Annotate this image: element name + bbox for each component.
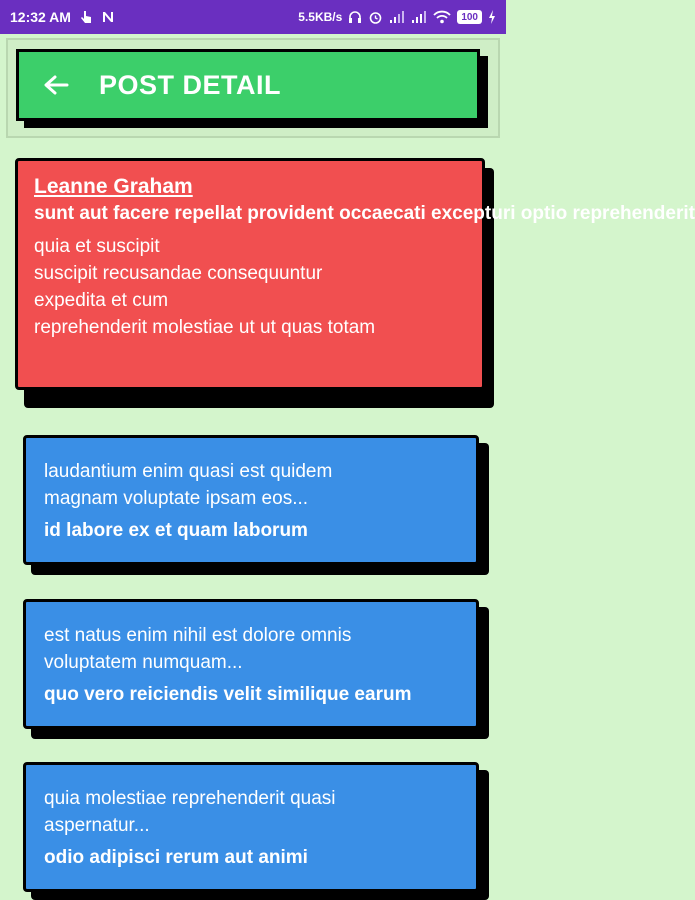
alarm-icon [368, 9, 383, 25]
comment-card[interactable] [23, 599, 479, 729]
touch-icon [79, 9, 93, 25]
status-time: 12:32 AM [10, 9, 71, 25]
comment-body [44, 785, 458, 839]
post-body-line: suscipit recusandae consequuntur [34, 263, 323, 284]
comment-body [44, 458, 458, 512]
post-author[interactable]: Leanne Graham [34, 175, 193, 198]
battery-indicator: 100 [457, 10, 482, 24]
comment-card[interactable] [23, 762, 479, 892]
comment-name: odio adipisci rerum aut animi [44, 847, 308, 868]
headphones-icon [348, 9, 362, 25]
signal-icon [411, 9, 427, 25]
comment-body [44, 622, 458, 676]
comment-body-line: laudantium enim quasi est quidem [44, 461, 333, 482]
appbar [16, 49, 480, 121]
net-speed: 5.5KB/s [298, 10, 343, 24]
post-body-line: quia et suscipit [34, 236, 160, 257]
comment-name: quo vero reiciendis velit similique earum [44, 684, 412, 705]
post-body-line: expedita et cum [34, 290, 169, 311]
wifi-icon [433, 9, 451, 25]
post-title: sunt aut facere repellat provident occaecati excepturi optio reprehenderit [34, 203, 695, 224]
post-card [15, 158, 695, 390]
charging-icon [488, 9, 496, 25]
arrow-left-icon[interactable] [41, 70, 71, 100]
comment-body-line: quia molestiae reprehenderit quasi [44, 788, 336, 809]
post-body [34, 233, 466, 341]
comment-body-line: magnam voluptate ipsam eos... [44, 488, 309, 509]
comment-name: id labore ex et quam laborum [44, 520, 308, 541]
status-bar [0, 0, 506, 34]
comment-body-line: est natus enim nihil est dolore omnis [44, 625, 352, 646]
signal-icon [389, 9, 405, 25]
n-app-icon [101, 9, 115, 25]
post-body-line: reprehenderit molestiae ut ut quas totam [34, 317, 376, 338]
comment-body-line: voluptatem numquam... [44, 652, 243, 673]
comment-card[interactable] [23, 435, 479, 565]
comment-body-line: aspernatur... [44, 815, 150, 836]
page-title: POST DETAIL [99, 69, 282, 100]
